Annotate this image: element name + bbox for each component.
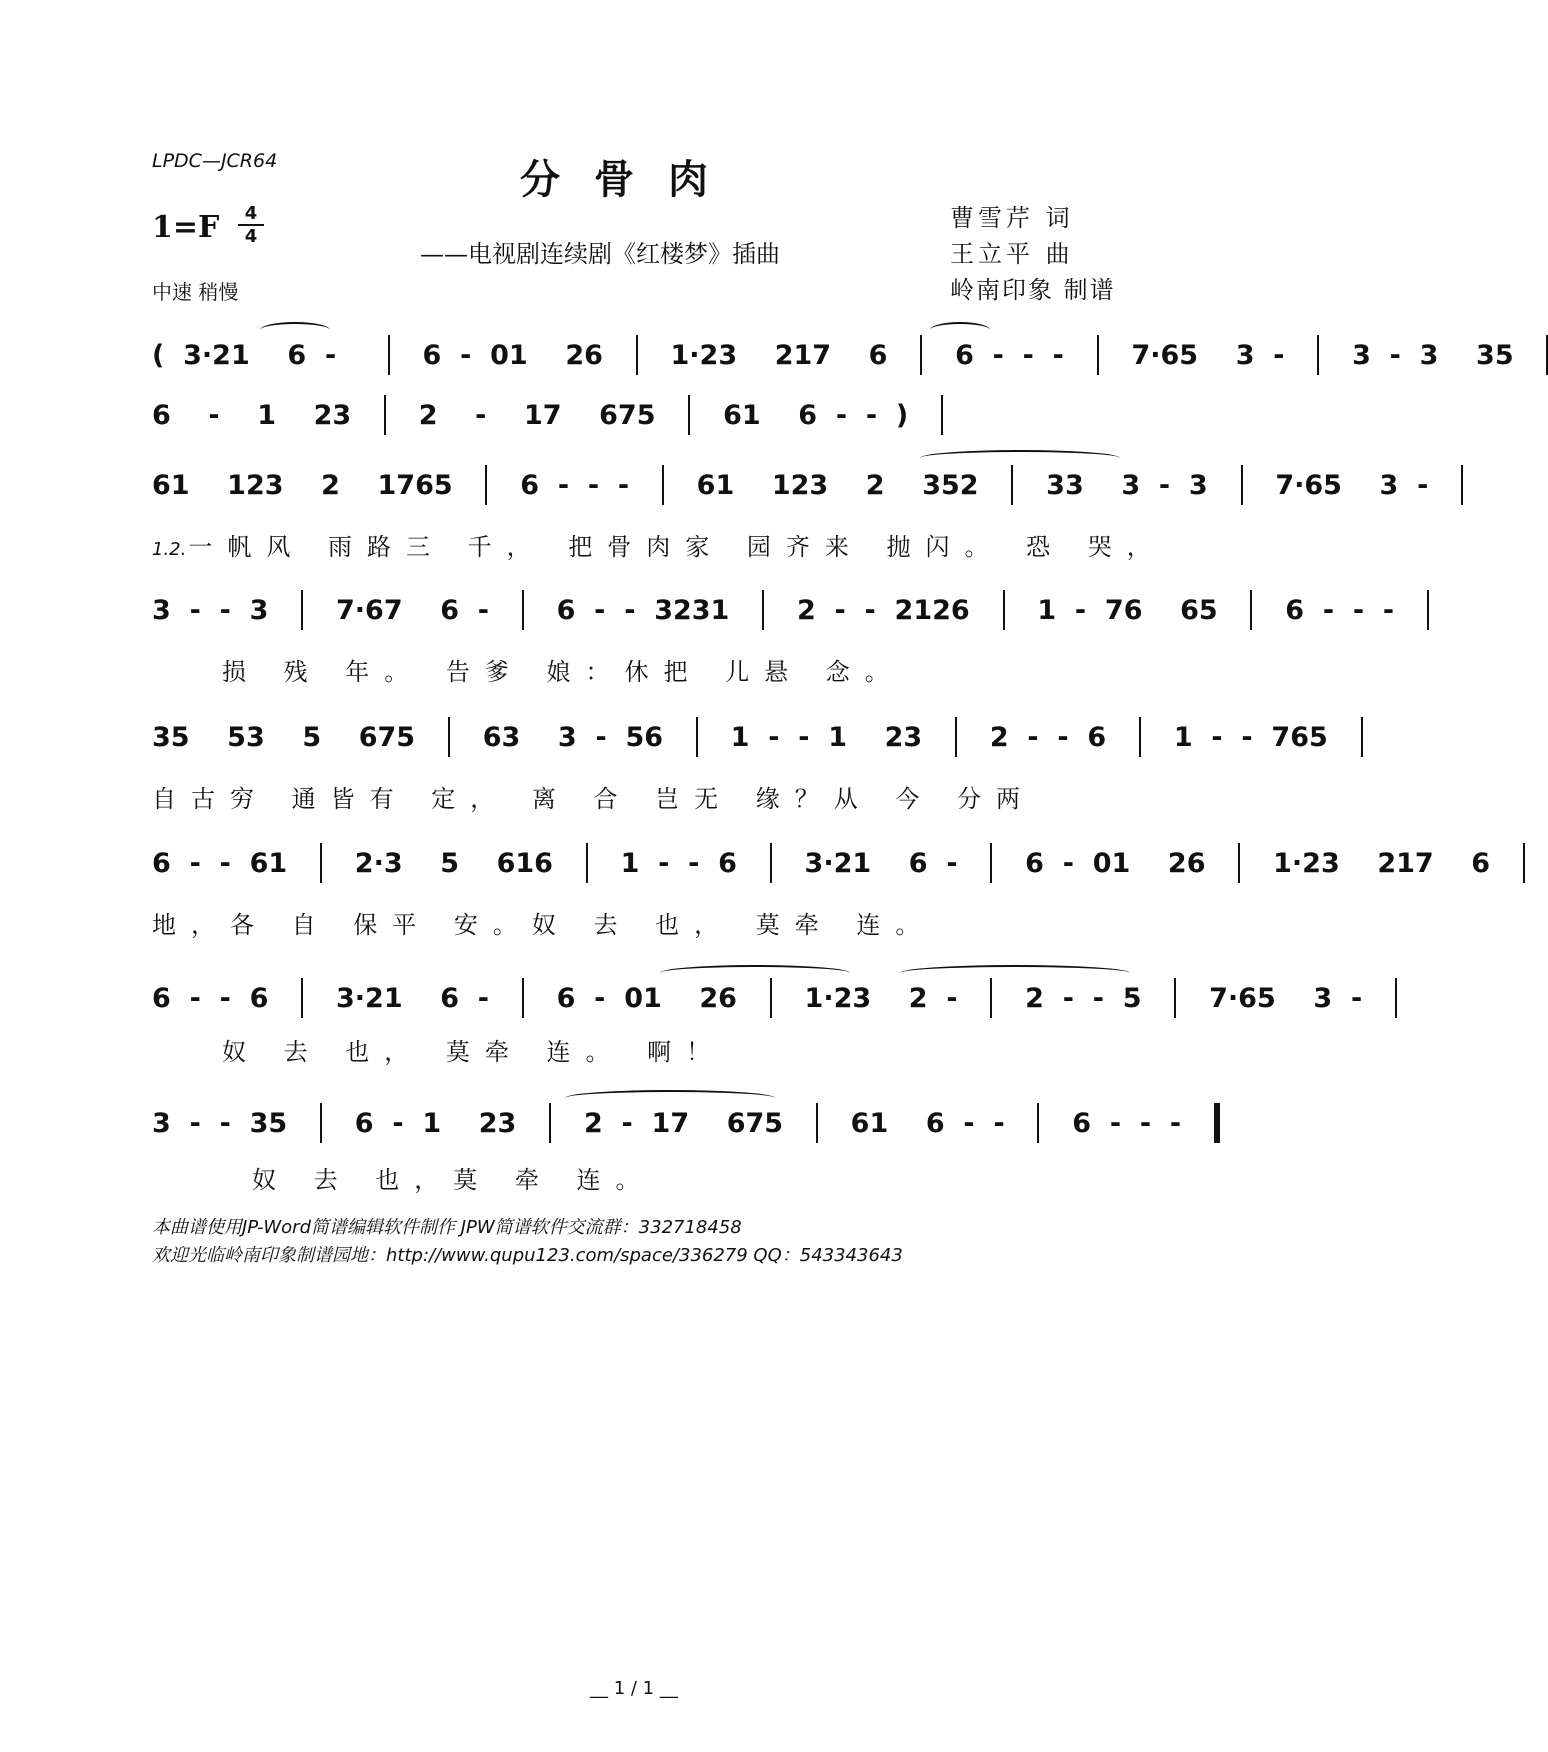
measure-notes: 2·3 5 616 (335, 847, 572, 879)
bar-line (770, 978, 772, 1018)
measure-notes: 35 53 5 675 (152, 721, 434, 753)
verse-number: 1.2. (152, 539, 187, 560)
bar-line (770, 843, 772, 883)
notation-line-7 (152, 978, 1381, 1018)
measure-notes: 7·67 6 - (317, 594, 508, 626)
bar-line (1003, 590, 1005, 630)
measure-notes: 33 3 - 3 (1027, 469, 1227, 501)
slur-mark (565, 1090, 775, 1106)
slur-mark (930, 322, 990, 338)
bar-line (1427, 590, 1429, 630)
bar-line (990, 978, 992, 1018)
time-signature (238, 204, 264, 246)
bar-line (662, 465, 664, 505)
bar-line (1139, 717, 1141, 757)
measure-notes: 3 - - 35 (152, 1107, 306, 1139)
bar-line (696, 717, 698, 757)
bar-line (1361, 717, 1363, 757)
bar-line (388, 335, 390, 375)
notation-line-5 (152, 717, 1347, 757)
bar-line (1395, 978, 1397, 1018)
bar-line (485, 465, 487, 505)
bar-line (1250, 590, 1252, 630)
measure-notes: 63 3 - 56 (463, 721, 682, 753)
notation-line-1 (152, 335, 1533, 375)
measure-notes: 61 6 - - (831, 1107, 1024, 1139)
measure-notes: 1 - - 6 (601, 847, 756, 879)
measure-notes: 61 123 2 352 (677, 469, 998, 501)
notation-line-8 (152, 1103, 1200, 1143)
measure-notes: 6 - - - (1053, 1107, 1200, 1139)
composer-credit: 王立平 曲 (950, 240, 1074, 268)
arranger-credit: 岭南印象 制谱 (950, 276, 1116, 304)
slur-mark (900, 965, 1130, 981)
bar-line (1461, 465, 1463, 505)
bar-line (990, 843, 992, 883)
measure-notes: 2 - - 6 (971, 721, 1126, 753)
meter-top: 4 (244, 203, 258, 224)
bar-line (816, 1103, 818, 1143)
bar-line (920, 335, 922, 375)
measure-notes: 1·23 217 6 (1254, 847, 1509, 879)
notation-line-3 (152, 465, 1448, 505)
bar-line (762, 590, 764, 630)
measure-notes: 6 - 01 26 (537, 982, 756, 1014)
key-signature: 1=F (152, 210, 220, 245)
measure-notes: 6 - - - (501, 469, 648, 501)
notation-line-4 (152, 590, 1413, 630)
measure-notes: 6 - - 61 (152, 847, 306, 879)
bar-line (522, 590, 524, 630)
bar-line (586, 843, 588, 883)
lyricist-credit: 曹雪芹 词 (950, 204, 1074, 232)
page-number: __ 1 / 1 __ (590, 1678, 678, 1699)
bar-line (1174, 978, 1176, 1018)
bar-line (1317, 335, 1319, 375)
measure-notes: 6 - 01 26 (403, 339, 622, 371)
bar-line (320, 843, 322, 883)
notation-line-2 (152, 395, 1132, 435)
slur-mark (920, 450, 1120, 466)
bar-line (941, 395, 943, 435)
measure-notes: 6 - - - (1266, 594, 1413, 626)
footer-website-note: 欢迎光临岭南印象制谱园地：http://www.qupu123.com/space/336279 QQ：543343643 (152, 1245, 903, 1266)
measure-notes: 7·65 3 - (1112, 339, 1304, 371)
measure-notes: 3 - 3 35 (1333, 339, 1533, 371)
measure-notes: 1 - - 1 23 (711, 721, 942, 753)
measure-notes: 2 - - 2126 (778, 594, 989, 626)
measure-notes: 3 - - 3 (152, 594, 288, 626)
bar-line (384, 395, 386, 435)
tempo-marking: 中速 稍慢 (152, 280, 239, 304)
measure-notes: 61 6 - - ) (704, 399, 927, 431)
lyrics-line-4: 损 残 年。 告爹 娘：休把 儿悬 念。 (222, 658, 904, 686)
lyrics-line-3 (152, 527, 1166, 562)
bar-line (448, 717, 450, 757)
meter-bottom: 4 (244, 226, 258, 247)
measure-notes: 6 - 1 23 (152, 399, 370, 431)
footer-software-note: 本曲谱使用JP-Word简谱编辑软件制作 JPW简谱软件交流群：332718458 (152, 1217, 742, 1238)
measure-notes: 3·21 6 - (317, 982, 508, 1014)
measure-notes: 61 123 2 1765 (152, 469, 472, 501)
bar-line (301, 590, 303, 630)
slur-mark (260, 322, 330, 338)
measure-notes: 6 - - 3231 (537, 594, 749, 626)
bar-line (522, 978, 524, 1018)
bar-line (1097, 335, 1099, 375)
bar-line (549, 1103, 551, 1143)
measure-notes: 2 - 17 675 (565, 1107, 802, 1139)
song-title: 分骨肉 (520, 156, 742, 203)
measure-notes: 2 - 17 675 (399, 399, 675, 431)
measure-notes: 6 - 01 26 (1006, 847, 1225, 879)
bar-line (955, 717, 957, 757)
bar-line (1241, 465, 1243, 505)
measure-notes: 6 - - - (936, 339, 1083, 371)
measure-notes: 2 - - 5 (1006, 982, 1161, 1014)
bar-line (636, 335, 638, 375)
measure-notes: 6 - 1 23 (335, 1107, 536, 1139)
bar-line (1238, 843, 1240, 883)
measure-notes: 1 - 76 65 (1018, 594, 1237, 626)
bar-line (320, 1103, 322, 1143)
measure-notes: 7·65 3 - (1190, 982, 1381, 1014)
lyrics-line-8: 奴 去 也，莫 牵 连。 (252, 1166, 655, 1194)
lyrics-line-6: 地，各 自 保平 安。奴 去 也， 莫牵 连。 (152, 911, 935, 939)
measure-notes: ( 3·21 6 - (152, 339, 374, 371)
lyrics-line-5: 自古穷 通皆有 定， 离 合 岂无 缘？从 今 分两 (152, 785, 1036, 813)
slur-mark (660, 965, 850, 981)
lyrics-line-7: 奴 去 也， 莫牵 连。 啊！ (222, 1038, 726, 1066)
notation-line-6 (152, 843, 1509, 883)
measure-notes: 6 - - 6 (152, 982, 288, 1014)
bar-line (1011, 465, 1013, 505)
bar-line (688, 395, 690, 435)
measure-notes: 7·65 3 - (1256, 469, 1448, 501)
measure-notes: 1 - - 765 (1155, 721, 1347, 753)
measure-notes: 1·23 217 6 (651, 339, 907, 371)
score-code: LPDC—JCR64 (152, 150, 278, 172)
lyrics-text-3: 一帆风 雨路三 千， 把骨肉家 园齐来 抛闪。 恐 哭， (188, 533, 1166, 561)
measure-notes: 3·21 6 - (785, 847, 977, 879)
bar-line (1523, 843, 1525, 883)
bar-line (301, 978, 303, 1018)
song-subtitle: ——电视剧连续剧《红楼梦》插曲 (420, 240, 780, 268)
bar-line (1037, 1103, 1039, 1143)
measure-notes: 1·23 2 - (785, 982, 977, 1014)
final-bar-line (1214, 1103, 1220, 1143)
